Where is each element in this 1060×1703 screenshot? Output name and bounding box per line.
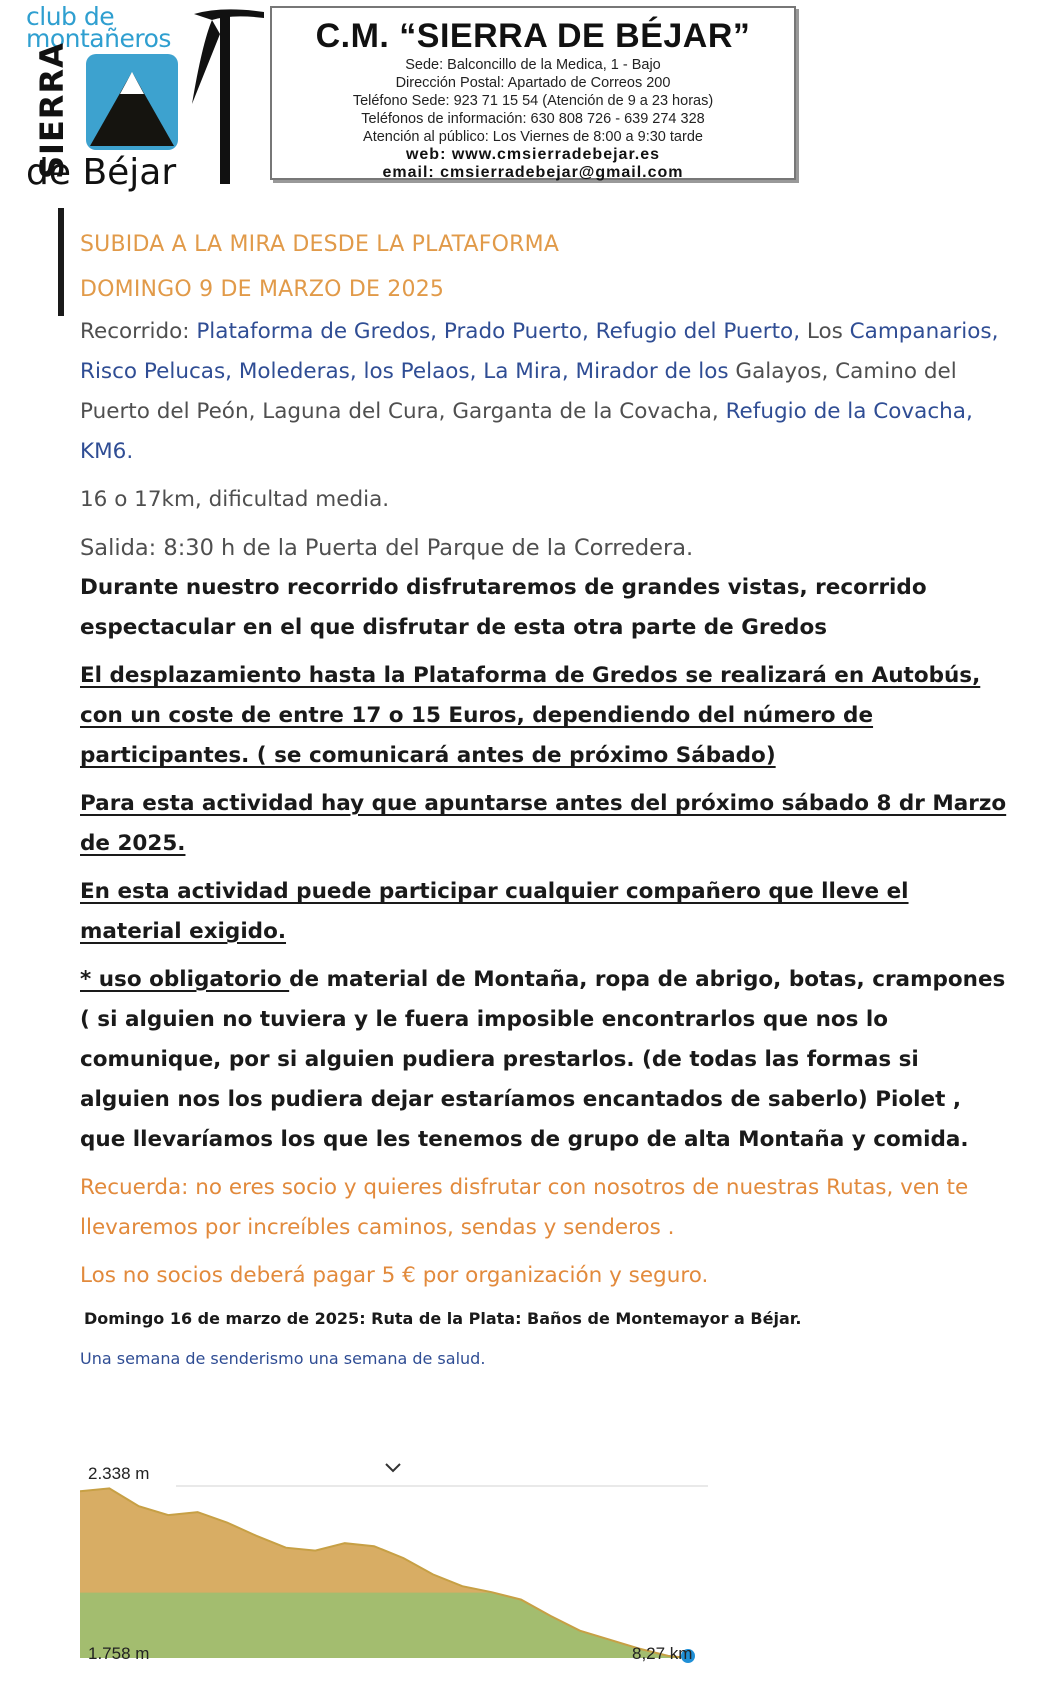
club-info-phones: Teléfonos de información: 630 808 726 - 639 274 328 [361, 111, 705, 127]
max-elevation-label: 2.338 m [88, 1464, 150, 1483]
signup-text: Para esta actividad hay que apuntarse antes del próximo sábado 8 dr Marzo de 2025. [80, 791, 1007, 856]
route-stop: Refugio de la Covacha, [725, 399, 973, 424]
chevron-down-icon[interactable] [386, 1464, 400, 1471]
route-connector [437, 319, 444, 344]
club-title: C.M. “SIERRA DE BÉJAR” [315, 17, 751, 55]
transport-text: El desplazamiento hasta la Plataforma de Gredos se realizará en Autobús, con un coste de entre 17 o 15 Euros, dependiendo del número de participantes. ( se comunicará antes de próximo Sábado) [80, 663, 981, 768]
club-phone: Teléfono Sede: 923 71 15 54 (Atención de 9 a 23 horas) [352, 93, 714, 109]
route-stop: KM6. [80, 439, 134, 464]
ice-axe-icon [172, 4, 272, 190]
equipment-requirements [80, 960, 1010, 1160]
club-postal-address: Dirección Postal: Apartado de Correos 200 [395, 75, 671, 91]
route-description: Durante nuestro recorrido disfrutaremos de grandes vistas, recorrido espectacular en el que disfrutar de esta otra parte de Gredos [80, 575, 927, 640]
club-opening-hours: Atención al público: Los Viernes de 8:00 a 9:30 tarde [363, 129, 703, 145]
club-email-link[interactable]: email: cmsierradebejar@gmail.com [382, 164, 684, 181]
activity-content [80, 222, 1010, 1372]
elevation-profile-chart [80, 1448, 708, 1670]
signup-deadline [80, 784, 1010, 864]
club-logo [22, 4, 258, 194]
route-stop: Risco Pelucas, [80, 359, 232, 384]
title-accent-bar [58, 208, 64, 316]
slogan: Una semana de senderismo una semana de salud. [80, 1349, 486, 1368]
elevation-profile-svg [80, 1448, 708, 1670]
logo-line1: club de [26, 2, 115, 31]
club-website-link[interactable]: web: www.cmsierradebejar.es [405, 146, 661, 163]
equipment-text: de material de Montaña, ropa de abrigo, botas, crampones ( si alguien no tuviera y le fuera imposible encontrarlos que nos lo comunique, por si alguien pudiera prestarlos. (de todas las formas si alguien nos los pudiera dejar estaríamos encantados de saberlo) Piolet , que llevaríamos los que les tenemos de grupo de alta Montaña y comida. [80, 967, 1006, 1152]
route-stop: Molederas, [238, 359, 357, 384]
route-stop: Mirador de los [575, 359, 729, 384]
route-stop: Prado Puerto, [443, 319, 589, 344]
route-connector [589, 319, 596, 344]
non-member-reminder: Recuerda: no eres socio y quieres disfrutar con nosotros de nuestras Rutas, ven te llevaremos por increíbles caminos, sendas y senderos . [80, 1175, 969, 1240]
distance-end-label: 8,27 km [632, 1644, 693, 1663]
logo-vertical-text: SIERRA [33, 42, 71, 179]
distance-difficulty: 16 o 17km, dificultad media. [80, 487, 390, 512]
activity-title: SUBIDA A LA MIRA DESDE LA PLATAFORMA [80, 232, 560, 257]
min-elevation-label: 1.758 m [88, 1644, 150, 1663]
route-stops [80, 319, 998, 464]
route-label: Recorrido: [80, 319, 197, 344]
participation-text: En esta actividad puede participar cualquier compañero que lleve el material exigido. [80, 879, 909, 944]
route-paragraph [80, 312, 1010, 472]
club-contact-box [270, 6, 796, 180]
equipment-label: * uso obligatorio [80, 967, 290, 992]
route-stop: Refugio del Puerto, [595, 319, 801, 344]
route-connector [357, 359, 364, 384]
route-stop: Campanarios, [849, 319, 999, 344]
activity-date: DOMINGO 9 DE MARZO DE 2025 [80, 277, 445, 302]
logo-line2: montañeros [26, 24, 171, 53]
route-connector: Galayos, Camino del Puerto del Peón, Laguna del Cura, Garganta de la Covacha, [80, 359, 957, 424]
route-connector [232, 359, 239, 384]
route-connector [569, 359, 576, 384]
participation-info [80, 872, 1010, 952]
departure-info: Salida: 8:30 h de la Puerta del Parque de la Corredera. [80, 535, 694, 561]
route-connector: Los [800, 319, 850, 344]
club-address: Sede: Balconcillo de la Medica, 1 - Bajo [405, 57, 661, 73]
transport-info [80, 656, 1010, 776]
elevation-lower-band [80, 1593, 688, 1658]
non-member-fee: Los no socios deberá pagar 5 € por organización y seguro. [80, 1263, 709, 1288]
next-activity: Domingo 16 de marzo de 2025: Ruta de la Plata: Baños de Montemayor a Béjar. [84, 1309, 802, 1328]
route-stop: Plataforma de Gredos, [196, 319, 438, 344]
route-stop: La Mira, [483, 359, 569, 384]
route-stop: los Pelaos, [363, 359, 477, 384]
logo-bottom-text: de Béjar [26, 152, 177, 193]
